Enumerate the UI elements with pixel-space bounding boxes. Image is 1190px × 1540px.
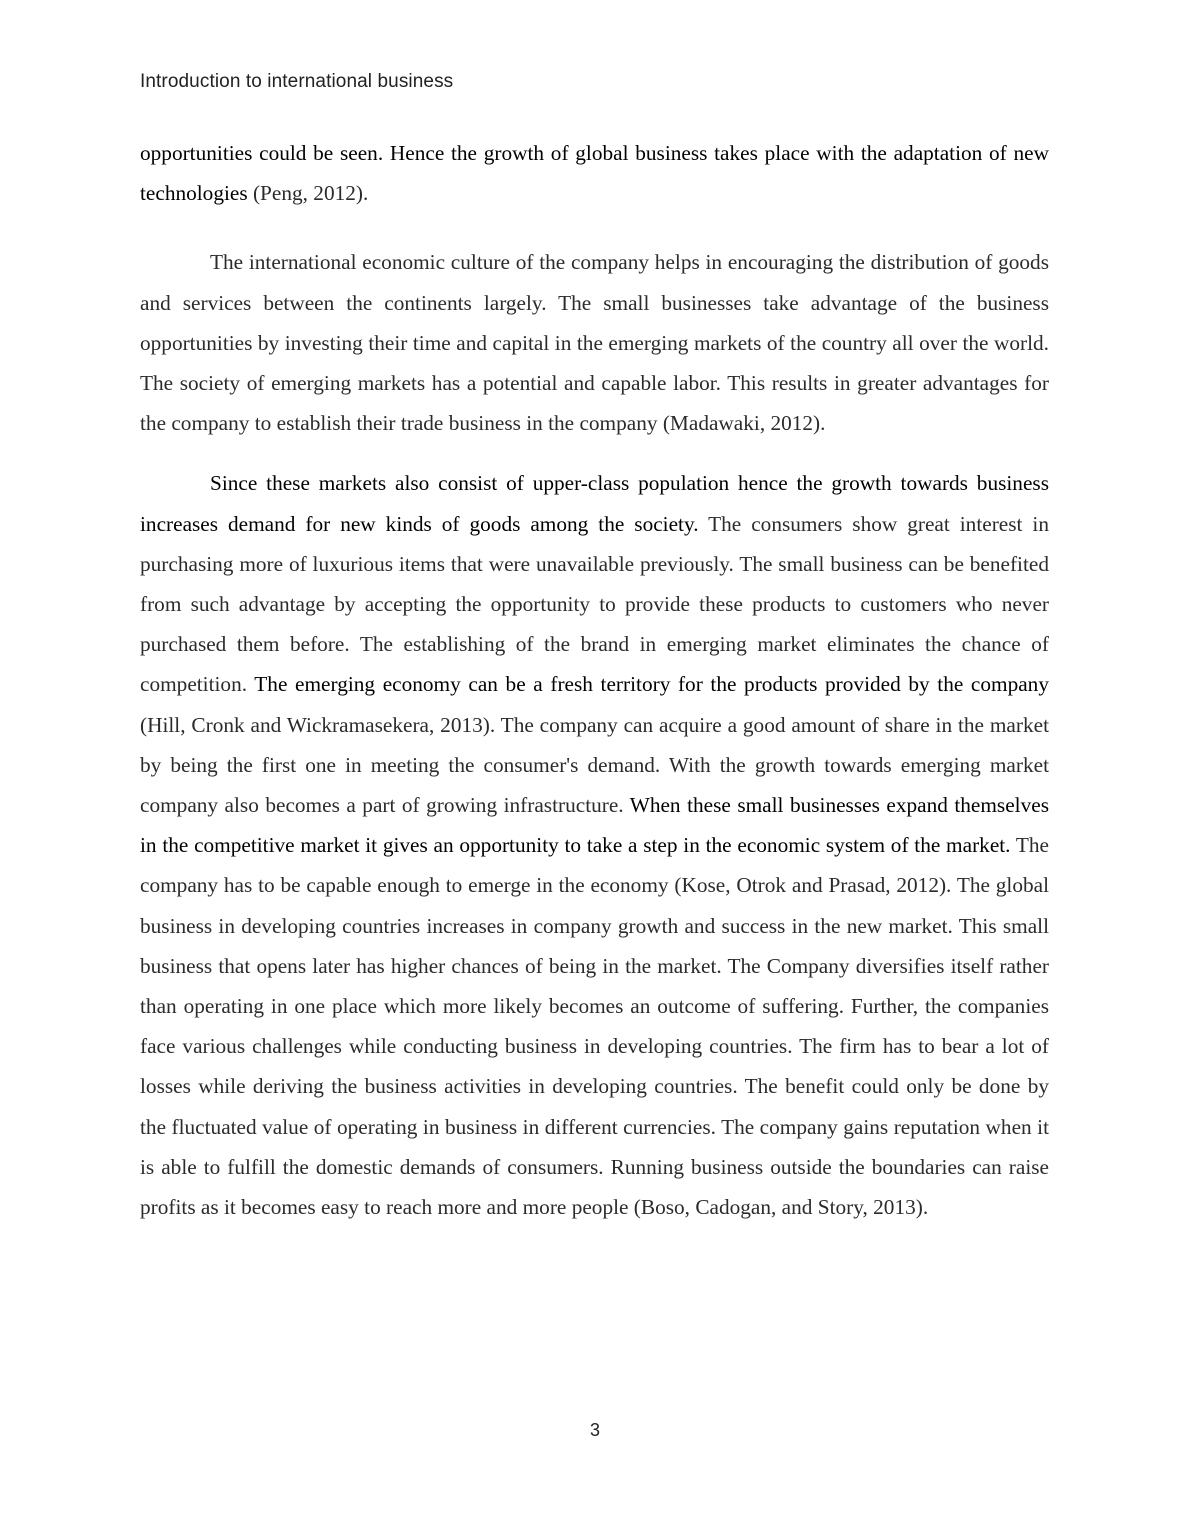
paragraph-1-citation: (Peng, 2012). <box>247 181 369 206</box>
paragraph-3-segment-4: (Hill, Cronk and Wickramasekera, 2013). The company can acquire a good amount of share in the market by being the first one in meeting the consumer's demand. With the growth towards emerging market company also becomes a part of growing infrastructure. <box>140 712 1049 818</box>
paragraph-3-segment-1: Since these markets also consist of upper-class population hence the growth towards business increases demand for new kinds of goods among the society. <box>140 471 1049 536</box>
paragraph-3-segment-5: When these small businesses expand themselves in the competitive market it gives an opportunity to take a step in the economic system of the market. <box>140 793 1049 858</box>
paragraph-2-segment-1: The international economic culture of the company helps in encouraging the distribution of goods and services between the continents largely. The small businesses take advantage of the business opportunities by investing their time and capital in the emerging markets of the country all over the world. The society of emerging markets has a potential and capable labor. This results in greater advantages for the company to establish their trade business in the company (Madawaki, 2012). <box>140 250 1049 436</box>
paragraph-1 <box>140 133 1049 213</box>
paragraph-1-segment-1: opportunities could be seen. Hence the growth of global business takes place with the adaptation of new technologies <box>140 141 1049 206</box>
paragraph-2 <box>140 242 1049 443</box>
paragraph-3-segment-6: The company has to be capable enough to emerge in the economy (Kose, Otrok and Prasad, 2012). The global business in developing countries increases in company growth and success in the new market. This small business that opens later has higher chances of being in the market. The Company diversifies itself rather than operating in one place which more likely becomes an outcome of suffering. Further, the companies face various challenges while conducting business in developing countries. The firm has to bear a lot of losses while deriving the business activities in developing countries. The benefit could only be done by the fluctuated value of operating in business in different currencies. The company gains reputation when it is able to fulfill the domestic demands of consumers. Running business outside the boundaries can raise profits as it becomes easy to reach more and more people (Boso, Cadogan, and Story, 2013). <box>140 833 1049 1220</box>
paragraph-3-segment-2: The consumers show great interest in purchasing more of luxurious items that were unavailable previously. The small business can be benefited from such advantage by accepting the opportunity to provide these products to customers who never purchased them before. The establishing of the brand in emerging market eliminates the chance of competition. <box>140 511 1049 697</box>
paragraph-3 <box>140 463 1049 1227</box>
page-number: 3 <box>589 1420 600 1440</box>
running-header: Introduction to international business <box>140 71 454 92</box>
paragraph-3-segment-3: The emerging economy can be a fresh territory for the products provided by the company <box>254 672 1049 697</box>
body-text <box>140 133 1049 1247</box>
